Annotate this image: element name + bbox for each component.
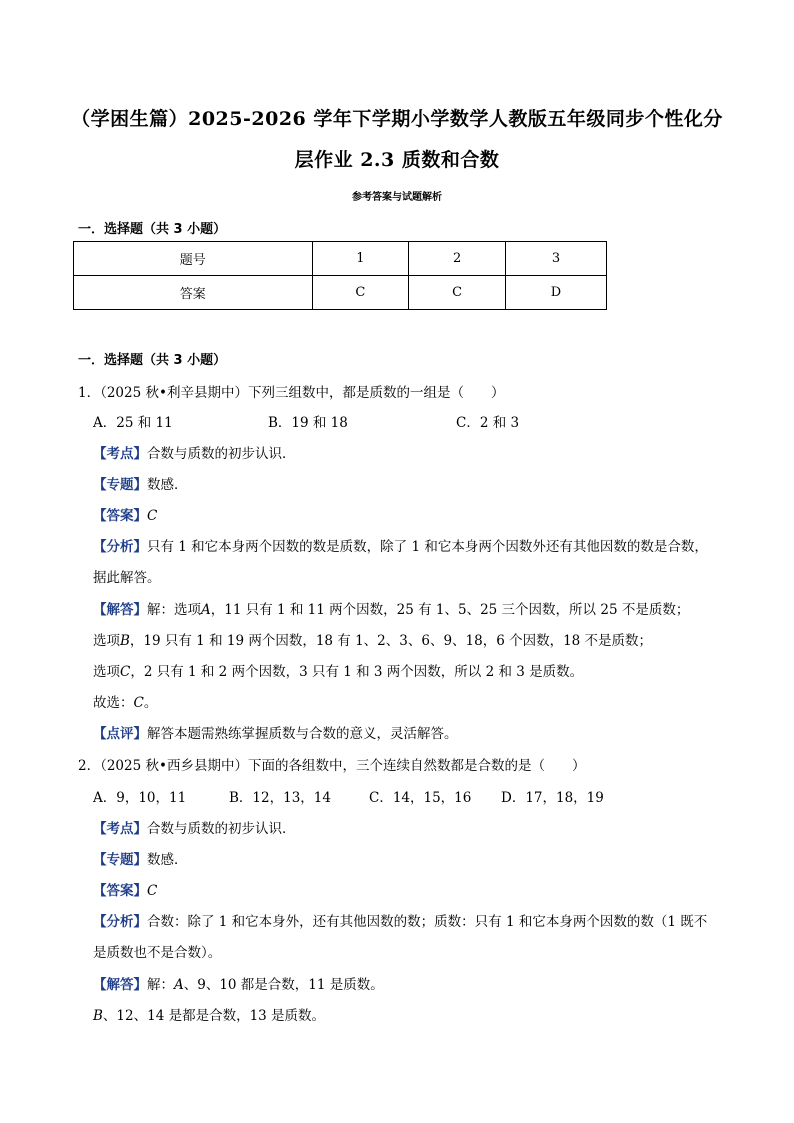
option-a: A．9，10，11 bbox=[93, 790, 187, 806]
jieda-label: 【解答】 bbox=[93, 977, 147, 993]
answer-table bbox=[73, 241, 607, 310]
answer-label: 【答案】 bbox=[93, 508, 147, 524]
section-title-questions: 一．选择题（共 3 小题） bbox=[78, 353, 227, 368]
table-cell: 3 bbox=[505, 242, 606, 276]
guxuan-text: 。 bbox=[143, 695, 158, 711]
jieda-text: 解： bbox=[147, 977, 174, 993]
answer-label: 【答案】 bbox=[93, 883, 147, 899]
fenxi-text-cont: 是质数也不是合数）。 bbox=[93, 945, 222, 961]
italic-letter: C bbox=[120, 664, 131, 680]
answer-line bbox=[93, 504, 157, 524]
zhuanti-line bbox=[93, 848, 188, 868]
kaodian-text: 合数与质数的初步认识． bbox=[147, 446, 296, 462]
zhuanti-label: 【专题】 bbox=[93, 852, 147, 868]
zhuanti-text: 数感． bbox=[147, 477, 188, 493]
dianping-text: 解答本题需熟练掌握质数与合数的意义，灵活解答。 bbox=[147, 726, 458, 742]
jieda-line bbox=[93, 1004, 325, 1024]
fenxi-label: 【分析】 bbox=[93, 539, 147, 555]
question-2-stem: 2．（2025 秋•西乡县期中）下面的各组数中，三个连续自然数都是合数的是（ ） bbox=[78, 758, 586, 774]
kaodian-line bbox=[93, 442, 296, 462]
document-title-line2: 层作业 2.3 质数和合数 bbox=[294, 149, 500, 171]
jieda-line bbox=[93, 973, 384, 993]
kaodian-line bbox=[93, 817, 296, 837]
italic-letter: A bbox=[174, 977, 184, 993]
zhuanti-line bbox=[93, 473, 188, 493]
table-cell: D bbox=[505, 276, 606, 310]
italic-letter: B bbox=[120, 633, 130, 649]
fenxi-line bbox=[93, 535, 708, 555]
table-row bbox=[74, 242, 607, 276]
section-title-answers: 一．选择题（共 3 小题） bbox=[78, 222, 227, 237]
jieda-label: 【解答】 bbox=[93, 602, 147, 618]
jieda-text: ，11 只有 1 和 11 两个因数，25 有 1、5、25 三个因数，所以 25 不是质数； bbox=[210, 602, 690, 618]
italic-letter: B bbox=[93, 1008, 103, 1024]
jieda-text: 、12、14 是都是合数，13 是质数。 bbox=[102, 1008, 326, 1024]
table-header-cell: 题号 bbox=[74, 242, 313, 276]
table-cell: 2 bbox=[409, 242, 506, 276]
fenxi-line bbox=[93, 910, 707, 930]
jieda-text: 解：选项 bbox=[147, 602, 201, 618]
fenxi-text: 只有 1 和它本身两个因数的数是质数，除了 1 和它本身两个因数外还有其他因数的数是合数， bbox=[147, 539, 708, 555]
option-c: C．14，15，16 bbox=[369, 790, 472, 806]
question-2-options bbox=[93, 786, 604, 806]
jieda-line bbox=[93, 629, 652, 649]
jieda-text: 、9、10 都是合数，11 是质数。 bbox=[183, 977, 384, 993]
zhuanti-text: 数感． bbox=[147, 852, 188, 868]
answer-line bbox=[93, 879, 157, 899]
jieda-text: 选项 bbox=[93, 633, 120, 649]
dianping-label: 【点评】 bbox=[93, 726, 147, 742]
option-d: D．17，18，19 bbox=[501, 790, 604, 806]
option-b: B．12，13，14 bbox=[229, 790, 331, 806]
italic-letter: A bbox=[201, 602, 211, 618]
zhuanti-label: 【专题】 bbox=[93, 477, 147, 493]
fenxi-label: 【分析】 bbox=[93, 914, 147, 930]
fenxi-text-cont: 据此解答。 bbox=[93, 570, 161, 586]
kaodian-label: 【考点】 bbox=[93, 821, 147, 837]
kaodian-text: 合数与质数的初步认识． bbox=[147, 821, 296, 837]
jieda-line bbox=[93, 660, 583, 680]
document-subtitle: 参考答案与试题解析 bbox=[352, 192, 442, 203]
guxuan-line bbox=[93, 691, 157, 711]
jieda-text: ，19 只有 1 和 19 两个因数，18 有 1、2、3、6、9、18，6 个因数，18 不是质数； bbox=[129, 633, 653, 649]
jieda-text: 选项 bbox=[93, 664, 120, 680]
document-title-line1: （学困生篇）2025-2026 学年下学期小学数学人教版五年级同步个性化分 bbox=[71, 108, 723, 130]
table-row bbox=[74, 276, 607, 310]
fenxi-text: 合数：除了 1 和它本身外，还有其他因数的数；质数：只有 1 和它本身两个因数的数（1 既不 bbox=[147, 914, 708, 930]
guxuan-text: 故选： bbox=[93, 695, 134, 711]
italic-letter: C bbox=[133, 695, 144, 711]
option-c: C．2 和 3 bbox=[456, 415, 520, 431]
jieda-line bbox=[93, 598, 689, 618]
question-1-options bbox=[93, 411, 519, 431]
answer-value: C bbox=[147, 883, 158, 899]
question-1-stem: 1．（2025 秋•利辛县期中）下列三组数中，都是质数的一组是（ ） bbox=[78, 385, 505, 401]
kaodian-label: 【考点】 bbox=[93, 446, 147, 462]
table-cell: 1 bbox=[312, 242, 409, 276]
jieda-text: ，2 只有 1 和 2 两个因数，3 只有 1 和 3 两个因数，所以 2 和 3 是质数。 bbox=[130, 664, 584, 680]
table-cell: C bbox=[312, 276, 409, 310]
answer-value: C bbox=[147, 508, 158, 524]
table-cell: C bbox=[409, 276, 506, 310]
table-header-cell: 答案 bbox=[74, 276, 313, 310]
dianping-line bbox=[93, 722, 458, 742]
option-a: A．25 和 11 bbox=[93, 415, 173, 431]
option-b: B．19 和 18 bbox=[268, 415, 348, 431]
